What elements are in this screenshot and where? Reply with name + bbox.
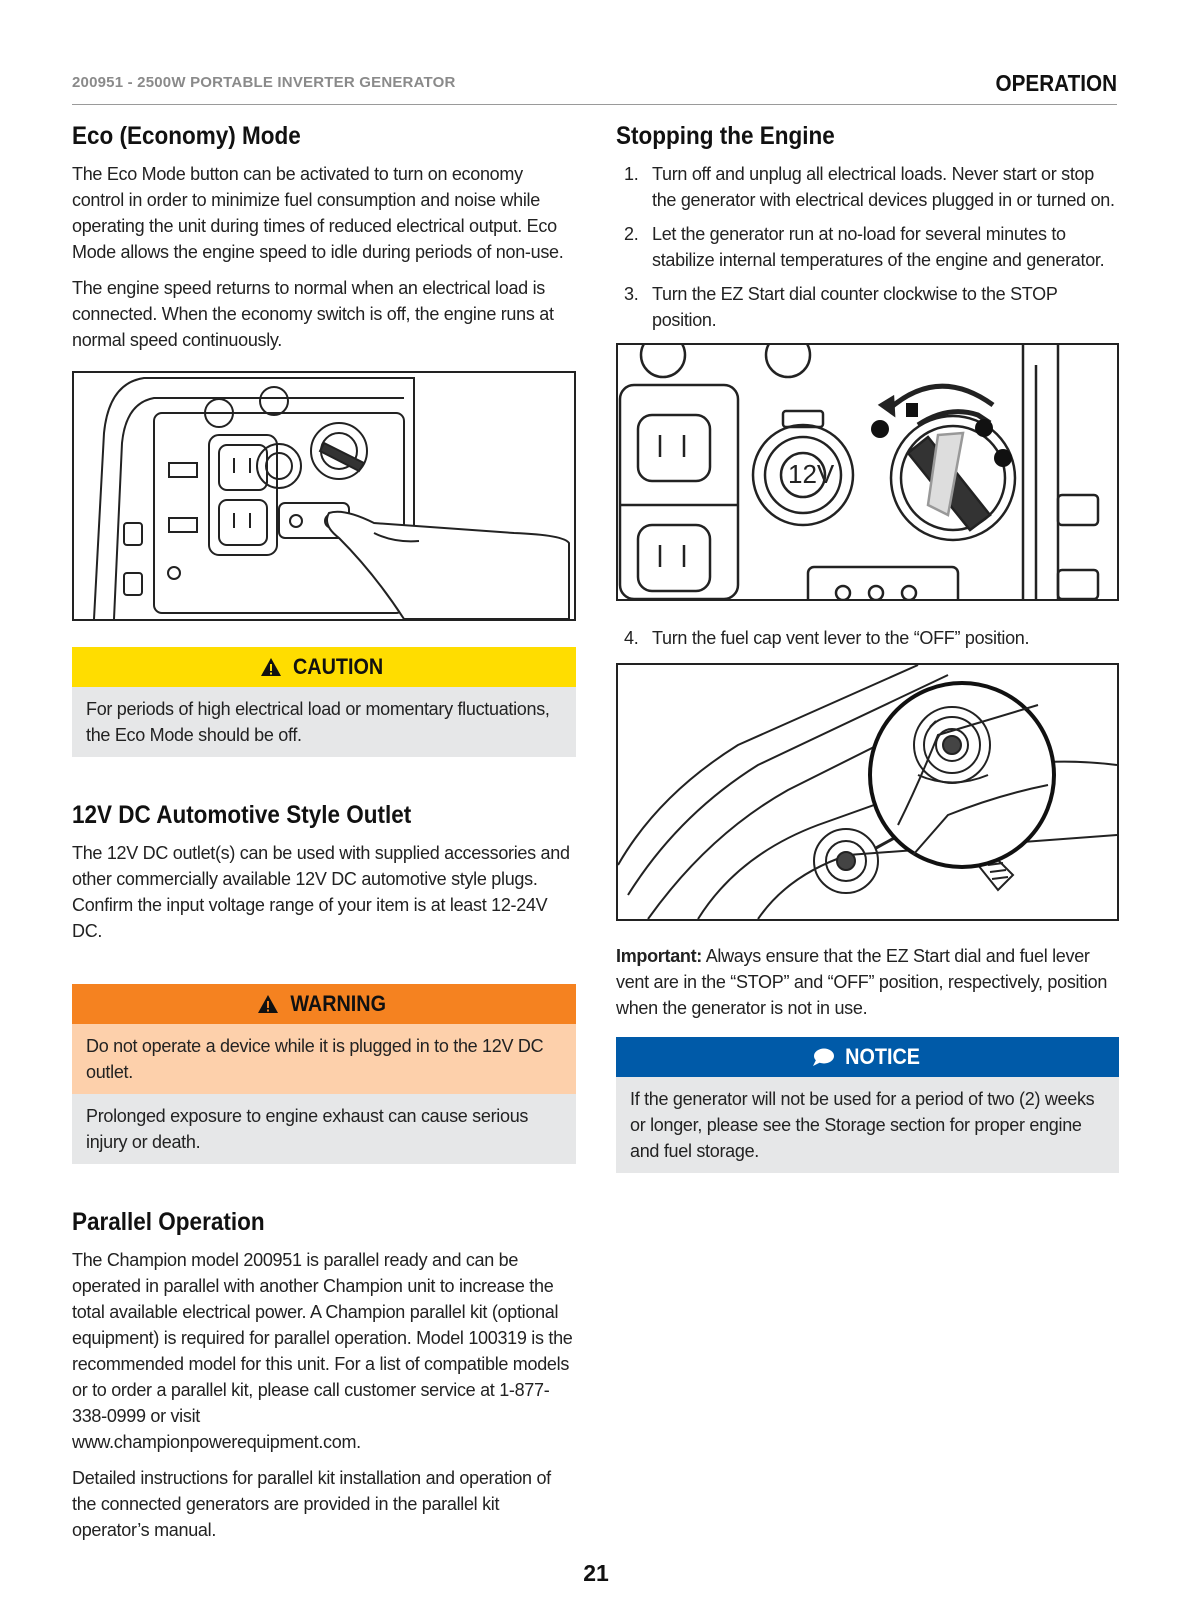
eco-mode-heading: Eco (Economy) Mode <box>72 122 301 150</box>
warning-box <box>72 984 576 1164</box>
stopping-engine-heading: Stopping the Engine <box>616 122 835 150</box>
speech-bubble-icon <box>811 1047 835 1067</box>
ez-start-dial-illustration <box>616 343 1119 601</box>
caution-label: CAUTION <box>292 654 384 679</box>
warning-triangle-icon <box>260 657 282 677</box>
parallel-paragraph-2: Detailed instructions for parallel kit installation and operation of the connected generators are provided in the parallel kit operator’s manual. <box>72 1468 551 1540</box>
list-item <box>616 161 1119 213</box>
step-text: Turn the fuel cap vent lever to the “OFF” position. <box>652 628 1030 648</box>
right-column <box>616 122 1119 1173</box>
eco-mode-paragraph-1: The Eco Mode button can be activated to turn on economy control in order to minimize fuel consumption and noise while operating the unit during times of reduced electrical output. Eco Mode allows the engine speed to idle during periods of non-use. <box>72 164 564 262</box>
fuel-cap-illustration <box>616 663 1119 921</box>
warning-header <box>72 984 576 1024</box>
important-label: Important: <box>616 946 702 966</box>
list-item <box>616 625 1119 651</box>
step-text: Let the generator run at no-load for several minutes to stabilize internal temperatures of the engine and generator. <box>652 224 1105 270</box>
fuel-cap-drawing <box>618 665 1117 919</box>
warning-label: WARNING <box>290 991 386 1016</box>
caution-text: For periods of high electrical load or momentary fluctuations, the Eco Mode should be off. <box>72 687 576 757</box>
notice-header <box>616 1037 1119 1077</box>
section-title: OPERATION <box>995 70 1117 96</box>
parallel-website: www.championpowerequipment.com. <box>72 1432 361 1452</box>
notice-box <box>616 1037 1119 1173</box>
warning-text-1: Do not operate a device while it is plugged in to the 12V DC outlet. <box>72 1024 576 1094</box>
stopping-steps-list <box>616 161 1119 333</box>
dc-outlet-heading: 12V DC Automotive Style Outlet <box>72 801 412 829</box>
left-column <box>72 122 576 1553</box>
step-text: Turn the EZ Start dial counter clockwise to the STOP position. <box>652 284 1058 330</box>
notice-text: If the generator will not be used for a period of two (2) weeks or longer, please see the Storage section for proper engine and fuel storage. <box>616 1077 1119 1173</box>
parallel-paragraph-1 <box>72 1247 576 1455</box>
dial-panel-drawing <box>618 345 1117 599</box>
list-item <box>616 281 1119 333</box>
parallel-paragraph-1-text: The Champion model 200951 is parallel ready and can be operated in parallel with another Champion unit to increase the total available electrical power. A Champion parallel kit (optional equipment) is required for parallel operation. Model 100319 is the recommended model for this unit. For a list of compatible models or to order a parallel kit, please call customer service at 1-877-338-0999 or visit <box>72 1250 573 1426</box>
control-panel-drawing <box>74 373 574 619</box>
step-text: Turn off and unplug all electrical loads. Never start or stop the generator with electrical devices plugged in or turned on. <box>652 164 1115 210</box>
page-number: 21 <box>583 1560 609 1586</box>
page-header <box>72 70 1117 105</box>
stopping-steps-list-continued <box>616 625 1119 651</box>
important-note <box>616 943 1119 1021</box>
notice-label: NOTICE <box>845 1044 920 1069</box>
parallel-operation-heading: Parallel Operation <box>72 1208 265 1236</box>
dc-outlet-paragraph: The 12V DC outlet(s) can be used with supplied accessories and other commercially available 12V DC automotive style plugs. Confirm the input voltage range of your item is at least 12-24V DC. <box>72 843 570 941</box>
document-title: 200951 - 2500W PORTABLE INVERTER GENERATOR <box>72 74 456 91</box>
warning-triangle-icon <box>257 994 279 1014</box>
caution-box <box>72 647 576 757</box>
important-text: Always ensure that the EZ Start dial and fuel lever vent are in the “STOP” and “OFF” position, respectively, position when the generator is not in use. <box>616 946 1108 1018</box>
step-number: 4. <box>624 628 639 648</box>
list-item <box>616 221 1119 273</box>
eco-mode-paragraph-2: The engine speed returns to normal when an electrical load is connected. When the economy switch is off, the engine runs at normal speed continuously. <box>72 278 554 350</box>
outlet-12v-label: 12V <box>788 459 835 489</box>
caution-header <box>72 647 576 687</box>
step-number: 3. <box>624 284 639 304</box>
step-number: 1. <box>624 164 639 184</box>
step-number: 2. <box>624 224 639 244</box>
warning-text-2: Prolonged exposure to engine exhaust can cause serious injury or death. <box>72 1094 576 1164</box>
eco-mode-illustration <box>72 371 576 621</box>
